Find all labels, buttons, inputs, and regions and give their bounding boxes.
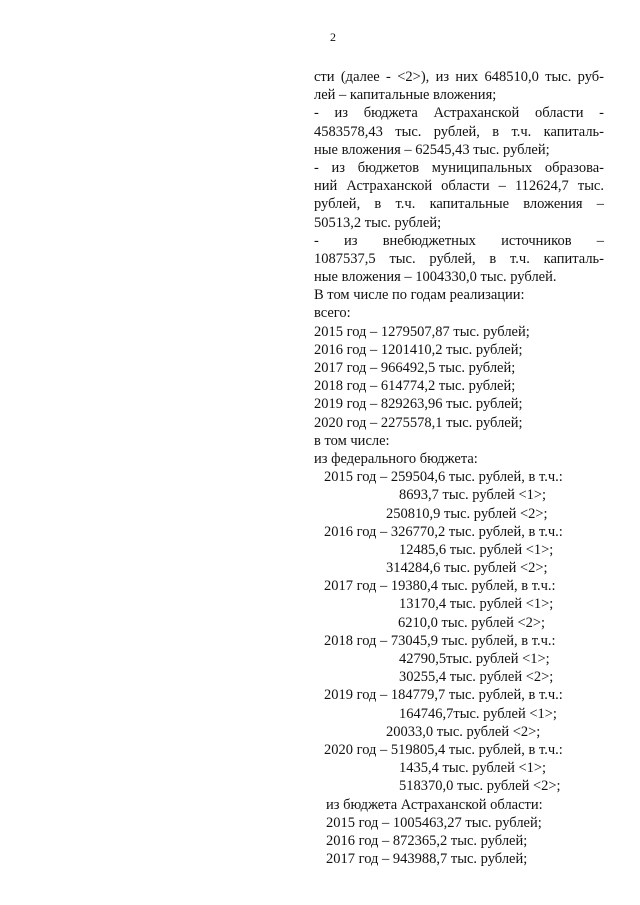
text-line: 12485,6 тыс. рублей <1>; — [399, 541, 554, 558]
text-line: 20033,0 тыс. рублей <2>; — [386, 723, 541, 740]
text-line: 2018 год – 73045,9 тыс. рублей, в т.ч.: — [324, 632, 556, 649]
text-line: ний Астраханской области – 112624,7 тыс. — [314, 178, 604, 195]
text-line: 250810,9 тыс. рублей <2>; — [386, 505, 548, 522]
text-line: всего: — [314, 305, 351, 322]
text-line: 4583578,43 тыс. рублей, в т.ч. капиталь- — [314, 123, 604, 140]
text-line: 2019 год – 184779,7 тыс. рублей, в т.ч.: — [324, 687, 563, 704]
text-line: из бюджета Астраханской области: — [326, 796, 543, 813]
text-line: 2015 год – 259504,6 тыс. рублей, в т.ч.: — [324, 469, 563, 486]
text-line: 2020 год – 519805,4 тыс. рублей, в т.ч.: — [324, 741, 563, 758]
text-line: 314284,6 тыс. рублей <2>; — [386, 560, 548, 577]
text-line: 2017 год – 943988,7 тыс. рублей; — [326, 851, 528, 868]
text-line: - из бюджета Астраханской области - — [314, 105, 604, 122]
text-line: 2018 год – 614774,2 тыс. рублей; — [314, 378, 516, 395]
text-line: - из внебюджетных источников – — [314, 232, 604, 249]
text-line: 1087537,5 тыс. рублей, в т.ч. капиталь- — [314, 250, 604, 267]
text-line: 8693,7 тыс. рублей <1>; — [399, 487, 547, 504]
text-line: 2016 год – 1201410,2 тыс. рублей; — [314, 341, 523, 358]
text-line: ные вложения – 1004330,0 тыс. рублей. — [314, 269, 557, 286]
text-line: ные вложения – 62545,43 тыс. рублей; — [314, 141, 550, 158]
text-line: 13170,4 тыс. рублей <1>; — [399, 596, 554, 613]
text-line: из федерального бюджета: — [314, 450, 478, 467]
text-line: рублей, в т.ч. капитальные вложения – — [314, 196, 604, 213]
text-line: 2015 год – 1005463,27 тыс. рублей; — [326, 814, 542, 831]
text-line: 2016 год – 872365,2 тыс. рублей; — [326, 832, 528, 849]
text-line: в том числе: — [314, 432, 390, 449]
text-line: 164746,7тыс. рублей <1>; — [399, 705, 557, 722]
page-number: 2 — [330, 30, 336, 44]
text-line: 1435,4 тыс. рублей <1>; — [399, 760, 547, 777]
text-line: сти (далее - <2>), из них 648510,0 тыс. руб- — [314, 69, 604, 85]
text-line: 30255,4 тыс. рублей <2>; — [399, 669, 554, 686]
text-line: 2020 год – 2275578,1 тыс. рублей; — [314, 414, 523, 431]
text-line: 2017 год – 966492,5 тыс. рублей; — [314, 360, 516, 376]
text-line: 2019 год – 829263,96 тыс. рублей; — [314, 396, 523, 413]
text-line: лей – капитальные вложения; — [314, 87, 497, 104]
text-line: 518370,0 тыс. рублей <2>; — [399, 778, 561, 795]
document-body — [314, 68, 604, 868]
text-line: 42790,5тыс. рублей <1>; — [399, 651, 550, 667]
text-line: 2017 год – 19380,4 тыс. рублей, в т.ч.: — [324, 578, 556, 595]
text-line: 2015 год – 1279507,87 тыс. рублей; — [314, 323, 530, 340]
text-line: - из бюджетов муниципальных образова- — [314, 159, 604, 176]
text-line: 2016 год – 326770,2 тыс. рублей, в т.ч.: — [324, 523, 563, 540]
text-line: 6210,0 тыс. рублей <2>; — [398, 614, 546, 631]
text-line: В том числе по годам реализации: — [314, 287, 525, 304]
text-line: 50513,2 тыс. рублей; — [314, 214, 442, 231]
